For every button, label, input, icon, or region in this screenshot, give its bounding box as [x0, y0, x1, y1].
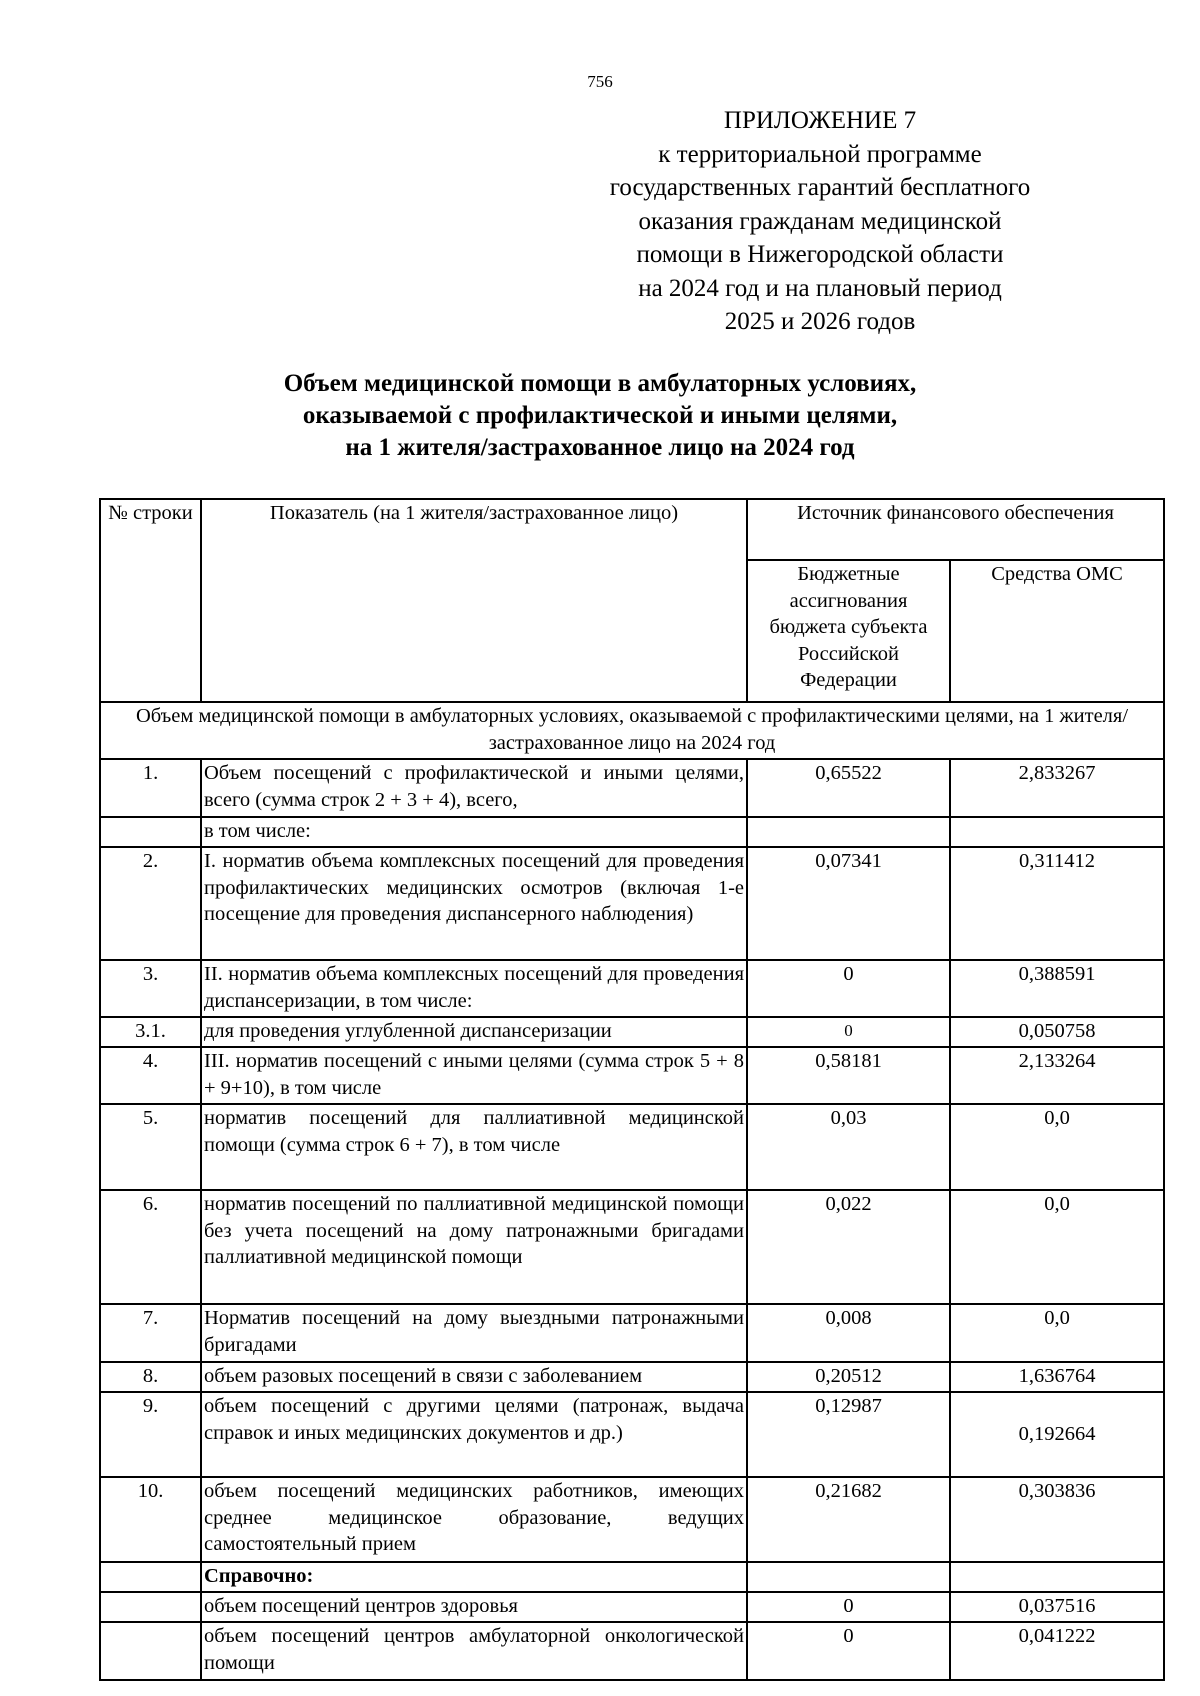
- row-budget-value: 0: [747, 960, 950, 1017]
- row-budget-value: 0,65522: [747, 759, 950, 817]
- row-indicator: объем посещений с другими целями (патронаж, выдача справок и иных медицинских документов и др.): [201, 1392, 747, 1477]
- table-row: [100, 1562, 1164, 1592]
- row-oms-value: 0,050758: [950, 1017, 1164, 1047]
- row-number: 4.: [100, 1047, 201, 1104]
- row-number: 1.: [100, 759, 201, 817]
- row-budget-value: [747, 817, 950, 847]
- table-row: [100, 1477, 1164, 1562]
- row-indicator: в том числе:: [201, 817, 747, 847]
- row-budget-value: 0,58181: [747, 1047, 950, 1104]
- row-oms-value: 0,388591: [950, 960, 1164, 1017]
- row-indicator: Норматив посещений на дому выездными патронажными бригадами: [201, 1304, 747, 1362]
- table-row: [100, 817, 1164, 847]
- header-oms: Средства ОМС: [950, 560, 1164, 702]
- row-number: 9.: [100, 1392, 201, 1477]
- table-row: [100, 1104, 1164, 1190]
- document-title: [0, 368, 1200, 464]
- row-budget-value: 0,07341: [747, 847, 950, 960]
- row-indicator: Объем посещений с профилактической и иными целями, всего (сумма строк 2 + 3 + 4), всего,: [201, 759, 747, 817]
- section-title: Объем медицинской помощи в амбулаторных условиях, оказываемой с профилактическими целями, на 1 жителя/застрахованное лицо на 2024 год: [100, 702, 1164, 759]
- row-indicator: объем посещений медицинских работников, имеющих среднее медицинское образование, ведущих самостоятельный прием: [201, 1477, 747, 1562]
- row-number: [100, 1592, 201, 1622]
- table-row: [100, 960, 1164, 1017]
- row-number: 2.: [100, 847, 201, 960]
- row-oms-value: [950, 817, 1164, 847]
- row-oms-value: 0,0: [950, 1104, 1164, 1190]
- table-row: [100, 1304, 1164, 1362]
- row-indicator: норматив посещений по паллиативной медицинской помощи без учета посещений на дому патронажными бригадами паллиативной медицинской помощи: [201, 1190, 747, 1304]
- row-number: 5.: [100, 1104, 201, 1190]
- table-row: [100, 1190, 1164, 1304]
- appendix-header: [560, 104, 1080, 339]
- row-budget-value: 0: [747, 1622, 950, 1680]
- row-number: 3.1.: [100, 1017, 201, 1047]
- appendix-line: к территориальной программе: [658, 140, 982, 168]
- row-indicator: объем посещений центров амбулаторной онкологической помощи: [201, 1622, 747, 1680]
- row-number: 8.: [100, 1362, 201, 1392]
- row-indicator: III. норматив посещений с иными целями (сумма строк 5 + 8 + 9+10), в том числе: [201, 1047, 747, 1104]
- header-funding-source: Источник финансового обеспечения: [747, 499, 1164, 560]
- row-budget-value: 0,022: [747, 1190, 950, 1304]
- row-oms-value: [950, 1562, 1164, 1592]
- row-budget-value: 0,12987: [747, 1392, 950, 1477]
- row-oms-value: 2,833267: [950, 759, 1164, 817]
- page-number: 756: [587, 72, 613, 91]
- table-row: [100, 1047, 1164, 1104]
- row-indicator: норматив посещений для паллиативной медицинской помощи (сумма строк 6 + 7), в том числе: [201, 1104, 747, 1190]
- row-indicator: Справочно:: [201, 1562, 747, 1592]
- row-indicator: I. норматив объема комплексных посещений для проведения профилактических медицинских осмотров (включая 1-е посещение для проведения диспансерного наблюдения): [201, 847, 747, 960]
- row-number: 6.: [100, 1190, 201, 1304]
- table-row: [100, 1622, 1164, 1680]
- row-budget-value: 0: [747, 1592, 950, 1622]
- table-row: [100, 847, 1164, 960]
- row-budget-value: 0,008: [747, 1304, 950, 1362]
- title-line: на 1 жителя/застрахованное лицо на 2024 год: [345, 434, 855, 461]
- row-oms-value: 0,192664: [950, 1392, 1164, 1477]
- row-budget-value: [747, 1562, 950, 1592]
- row-budget-value: 0,20512: [747, 1362, 950, 1392]
- row-oms-value: 0,037516: [950, 1592, 1164, 1622]
- row-indicator: объем посещений центров здоровья: [201, 1592, 747, 1622]
- header-indicator: Показатель (на 1 жителя/застрахованное лицо): [201, 499, 747, 702]
- row-number: 10.: [100, 1477, 201, 1562]
- row-oms-value: 0,0: [950, 1304, 1164, 1362]
- table-row: [100, 1017, 1164, 1047]
- appendix-line: 2025 и 2026 годов: [724, 308, 916, 335]
- row-indicator: для проведения углубленной диспансеризации: [201, 1017, 747, 1047]
- table-row: [100, 1592, 1164, 1622]
- title-line: оказываемой с профилактической и иными целями,: [302, 402, 898, 429]
- appendix-line: ПРИЛОЖЕНИЕ 7: [723, 107, 917, 134]
- row-number: [100, 1562, 201, 1592]
- row-oms-value: 0,311412: [950, 847, 1164, 960]
- row-budget-value: 0: [747, 1017, 950, 1047]
- row-oms-value: 0,303836: [950, 1477, 1164, 1562]
- appendix-line: государственных гарантий бесплатного: [609, 174, 1031, 201]
- row-oms-value: 0,041222: [950, 1622, 1164, 1680]
- header-row: [100, 499, 1164, 560]
- header-budget: Бюджетные ассигнования бюджета субъекта Российской Федерации: [747, 560, 950, 702]
- title-line: Объем медицинской помощи в амбулаторных условиях,: [283, 370, 917, 397]
- volume-table: [99, 498, 1165, 1681]
- appendix-line: помощи в Нижегородской области: [636, 241, 1004, 268]
- row-budget-value: 0,21682: [747, 1477, 950, 1562]
- row-indicator: II. норматив объема комплексных посещений для проведения диспансеризации, в том числе:: [201, 960, 747, 1017]
- appendix-line: оказания гражданам медицинской: [638, 207, 1002, 235]
- table-row: [100, 1362, 1164, 1392]
- row-oms-value: 2,133264: [950, 1047, 1164, 1104]
- table-row: [100, 759, 1164, 817]
- row-number: 7.: [100, 1304, 201, 1362]
- table-row: [100, 1392, 1164, 1477]
- row-indicator: объем разовых посещений в связи с заболеванием: [201, 1362, 747, 1392]
- row-oms-value: 0,0: [950, 1190, 1164, 1304]
- appendix-line: на 2024 год и на плановый период: [638, 274, 1002, 302]
- row-number: [100, 1622, 201, 1680]
- header-row-number: № строки: [100, 499, 201, 702]
- row-oms-value: 1,636764: [950, 1362, 1164, 1392]
- row-budget-value: 0,03: [747, 1104, 950, 1190]
- row-number: 3.: [100, 960, 201, 1017]
- row-number: [100, 817, 201, 847]
- section-row: [100, 702, 1164, 759]
